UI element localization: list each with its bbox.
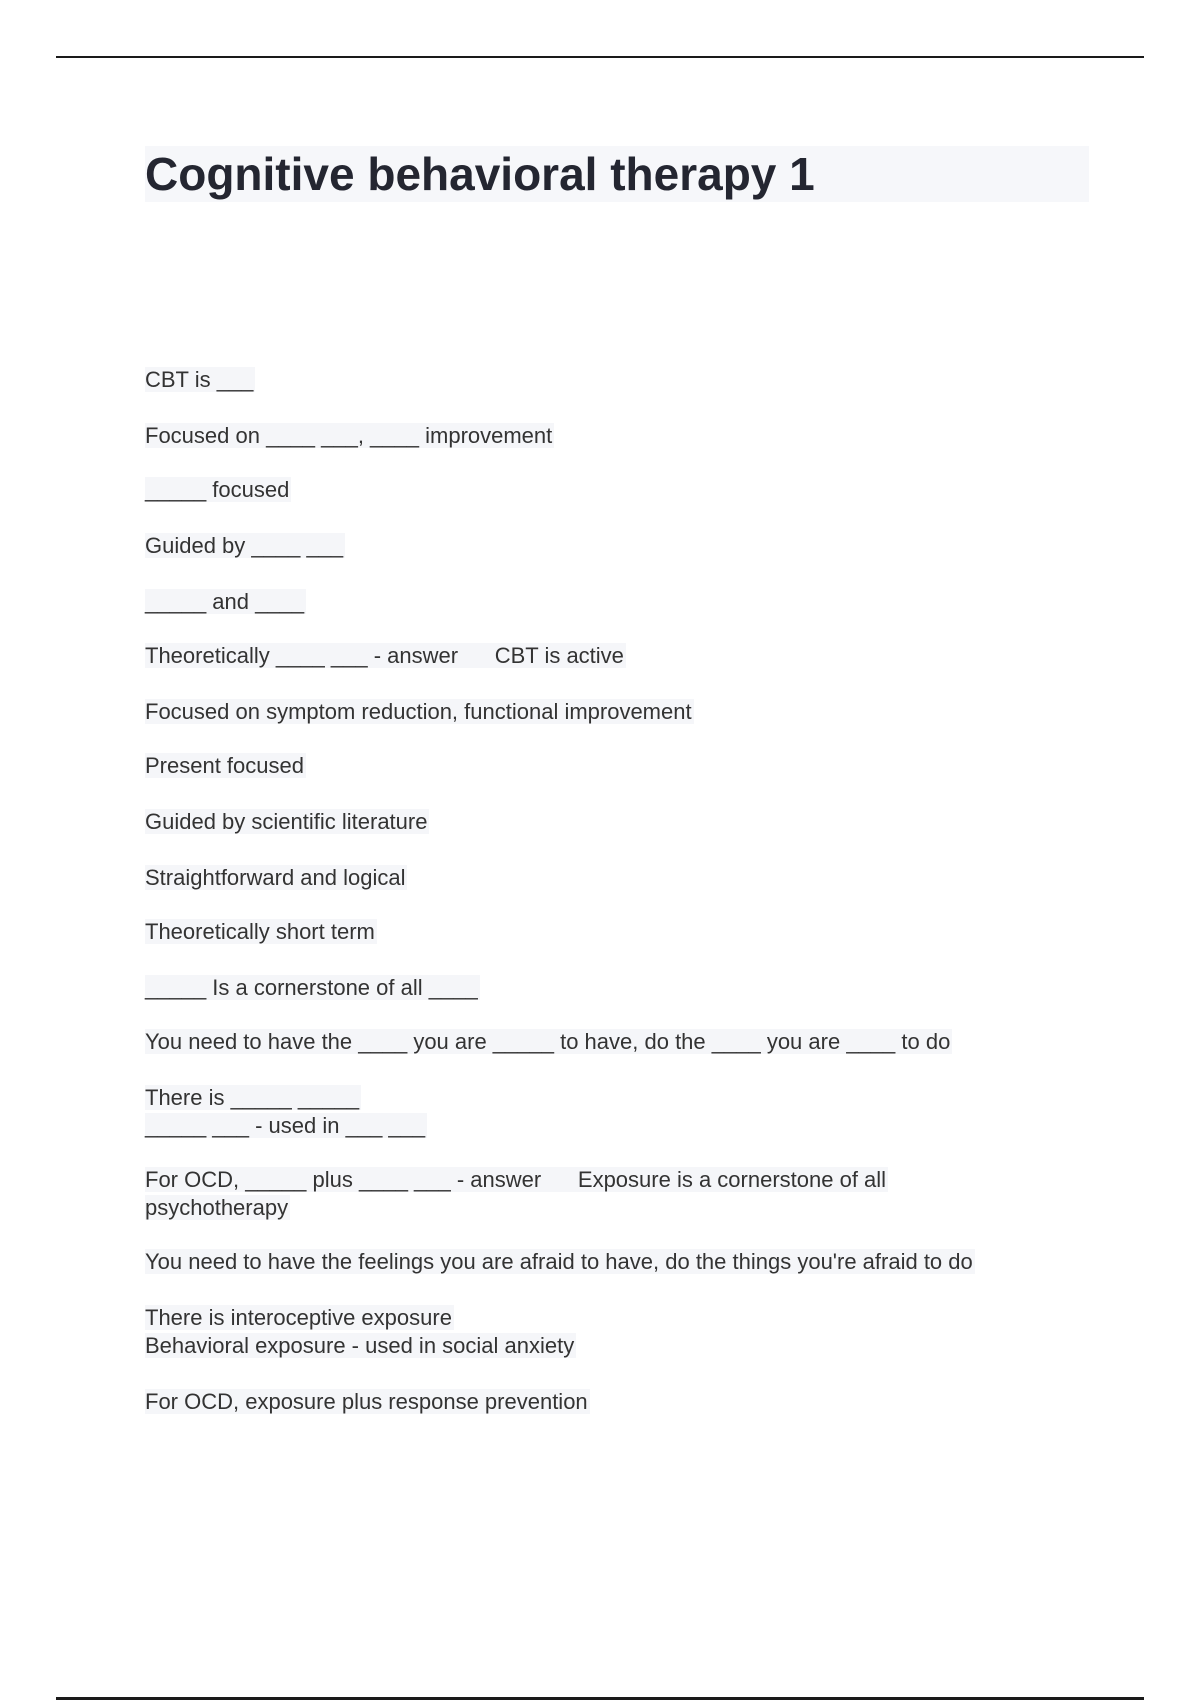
card-1-prompt-3 bbox=[145, 476, 1089, 504]
card-2-prompt-3 bbox=[145, 1084, 1089, 1140]
text-line: Theoretically ____ ___ - answer CBT is active bbox=[145, 643, 624, 668]
text-line: _____ Is a cornerstone of all ____ bbox=[145, 975, 478, 1000]
card-1-prompt bbox=[145, 366, 1089, 394]
card-1-prompt-5 bbox=[145, 588, 1089, 616]
text-line: Present focused bbox=[145, 753, 304, 778]
card-2-answer-2 bbox=[145, 1248, 1089, 1276]
text-line: There is interoceptive exposure bbox=[145, 1305, 452, 1330]
text-line: Focused on ____ ___, ____ improvement bbox=[145, 423, 553, 448]
card-2-prompt-2 bbox=[145, 1028, 1089, 1056]
text-line: CBT is ___ bbox=[145, 367, 254, 392]
card-1-answer-6 bbox=[145, 918, 1089, 946]
text-line: Guided by ____ ___ bbox=[145, 533, 344, 558]
text-line: Theoretically short term bbox=[145, 919, 375, 944]
text-line: There is _____ _____ bbox=[145, 1085, 360, 1110]
card-1-answer-line bbox=[145, 642, 1089, 670]
title-block bbox=[145, 146, 1089, 202]
text-line: Behavioral exposure - used in social anxiety bbox=[145, 1333, 575, 1358]
card-2-answer-4 bbox=[145, 1388, 1089, 1416]
text-line: _____ and ____ bbox=[145, 589, 305, 614]
text-line: _____ focused bbox=[145, 477, 290, 502]
text-line: psychotherapy bbox=[145, 1195, 289, 1220]
card-2-prompt bbox=[145, 974, 1089, 1002]
text-line: _____ ___ - used in ___ ___ bbox=[145, 1113, 426, 1138]
text-line: For OCD, exposure plus response prevention bbox=[145, 1389, 588, 1414]
card-1-answer-2 bbox=[145, 698, 1089, 726]
flashcard-content bbox=[145, 366, 1089, 1416]
page-title: Cognitive behavioral therapy 1 bbox=[145, 148, 815, 200]
card-1-answer-4 bbox=[145, 808, 1089, 836]
card-2-answer-line bbox=[145, 1166, 1089, 1222]
text-line: You need to have the feelings you are afraid to have, do the things you're afraid to do bbox=[145, 1249, 973, 1274]
text-line: You need to have the ____ you are _____ to have, do the ____ you are ____ to do bbox=[145, 1029, 951, 1054]
card-1-prompt-2 bbox=[145, 422, 1089, 450]
card-1-answer-3 bbox=[145, 752, 1089, 780]
text-line: Straightforward and logical bbox=[145, 865, 406, 890]
card-2-answer-3 bbox=[145, 1304, 1089, 1360]
card-1-answer-5 bbox=[145, 864, 1089, 892]
text-line: For OCD, _____ plus ____ ___ - answer Exposure is a cornerstone of all bbox=[145, 1167, 887, 1192]
text-line: Guided by scientific literature bbox=[145, 809, 428, 834]
text-line: Focused on symptom reduction, functional improvement bbox=[145, 699, 692, 724]
top-rule bbox=[56, 56, 1144, 58]
card-1-prompt-4 bbox=[145, 532, 1089, 560]
